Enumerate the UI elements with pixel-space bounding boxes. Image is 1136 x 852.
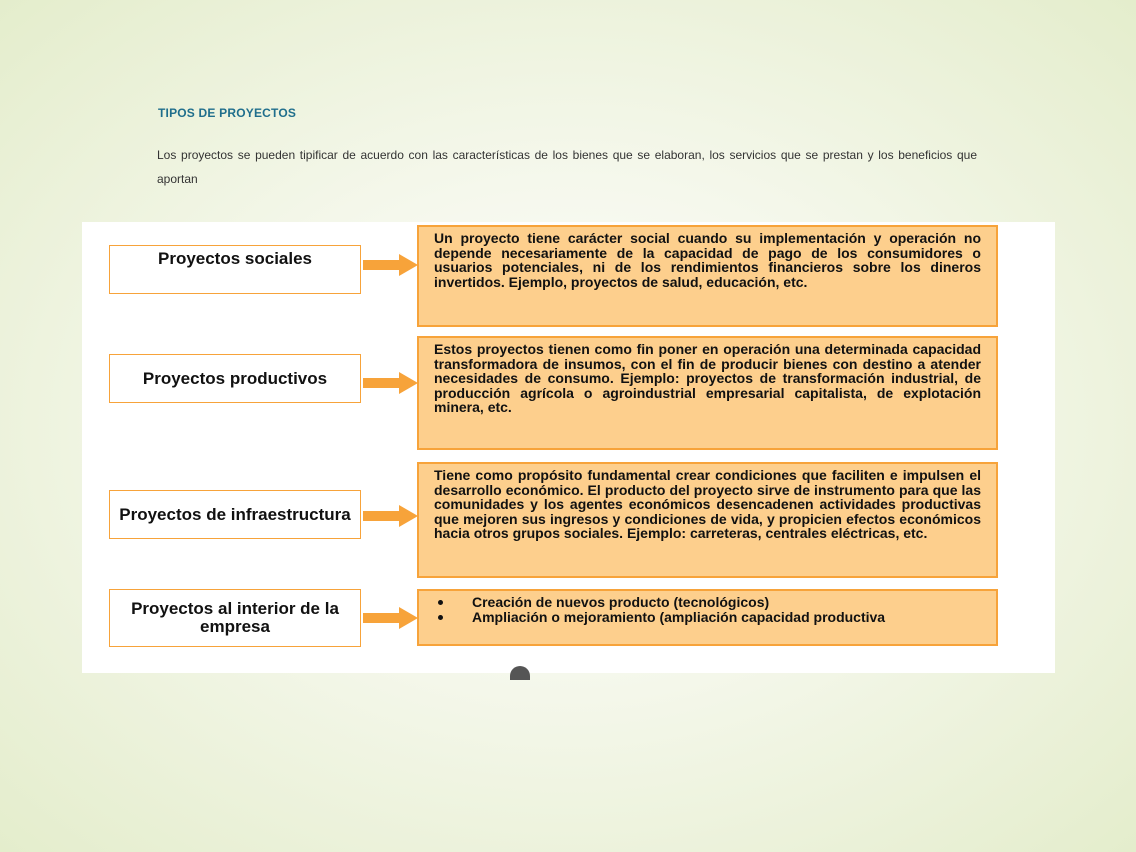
- description-proyectos-productivos: Estos proyectos tienen como fin poner en operación una determinada capacidad transformadora de insumos, con el fin de producir bienes con destino a atender necesidades de consumo. Ejemplo: proyectos de transformación industrial, de producción agrícola o agroindustrial empresarial capitalista, de explotación minera, etc.: [417, 336, 998, 450]
- label-proyectos-productivos: Proyectos productivos: [109, 354, 361, 403]
- label-proyectos-interior-empresa: Proyectos al interior de la empresa: [109, 589, 361, 647]
- project-types-diagram: [82, 222, 1055, 673]
- label-proyectos-infraestructura: Proyectos de infraestructura: [109, 490, 361, 539]
- bullet-list: [434, 595, 981, 624]
- label-proyectos-sociales: Proyectos sociales: [109, 245, 361, 294]
- arrow-right-icon: [363, 254, 418, 276]
- bullet-item: Ampliación o mejoramiento (ampliación capacidad productiva: [434, 610, 981, 625]
- description-proyectos-infraestructura: Tiene como propósito fundamental crear condiciones que faciliten e impulsen el desarrollo económico. El producto del proyecto sirve de instrumento para que las comunidades y los agentes económicos desencadenen actividades productivas que mejoren sus ingresos y condiciones de vida, y propicien efectos económicos hacia otros grupos sociales. Ejemplo: carreteras, centrales eléctricas, etc.: [417, 462, 998, 578]
- bullet-item: Creación de nuevos producto (tecnológicos): [434, 595, 981, 610]
- intro-paragraph: Los proyectos se pueden tipificar de acuerdo con las características de los bienes que se elaboran, los servicios que se prestan y los beneficios que aportan: [157, 148, 977, 186]
- description-proyectos-sociales: Un proyecto tiene carácter social cuando su implementación y operación no depende necesariamente de la capacidad de pago de los consumidores o usuarios potenciales, ni de los rendimientos financieros sobre los dineros invertidos. Ejemplo, proyectos de salud, educación, etc.: [417, 225, 998, 327]
- cropped-dot-icon: [510, 666, 530, 680]
- arrow-right-icon: [363, 505, 418, 527]
- arrow-right-icon: [363, 372, 418, 394]
- arrow-right-icon: [363, 607, 418, 629]
- description-proyectos-interior-empresa: [417, 589, 998, 646]
- slide-title: TIPOS DE PROYECTOS: [158, 106, 297, 120]
